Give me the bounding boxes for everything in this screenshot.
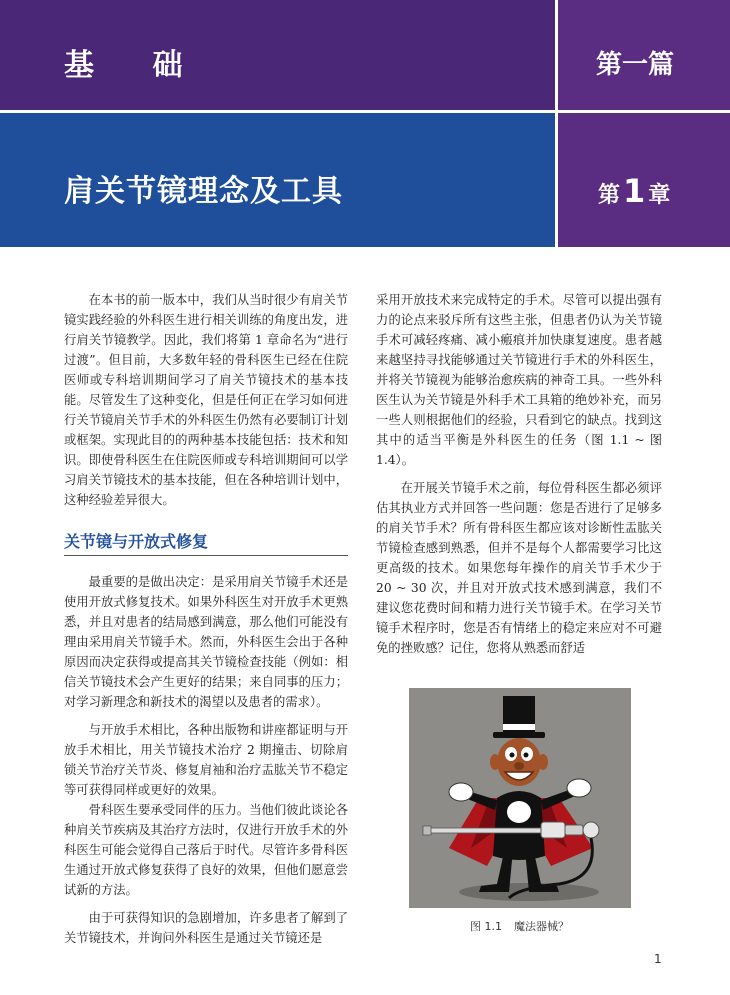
body-paragraph: 在开展关节镜手术之前，每位骨科医生都必须评估其执业方式并回答一些问题：您是否进行了足够多的肩关节手术？所有骨科医生都应该对诊断性盂肱关节镜检查感到熟悉，但并不是每个人都需要学习比这更高级的技术。如果您每年操作的肩关节手术少于 20 ~ 30 次，并且对开放式技术感到满意，我们不建议您花费时间和精力进行关节镜手术。在学习关节镜手术程序时，您是否有情绪上的稳定来应对不可避免的挫败感？记住，您将从熟悉而舒适 [376, 481, 662, 655]
chapter-title: 肩关节镜理念及工具 [64, 174, 343, 209]
chapter-suffix: 章 [648, 183, 671, 208]
part-number: 第一篇 [596, 50, 675, 80]
figure-label: 图 1.1 [470, 920, 502, 933]
chapter-num: 1 [623, 172, 646, 210]
body-paragraph: 与开放手术相比，各种出版物和讲座都证明与开放手术相比，用关节镜技术治疗 2 期撞击、切除肩锁关节治疗关节炎、修复肩袖和治疗盂肱关节不稳定等可获得同样或更好的效果。 [64, 723, 348, 797]
body-paragraph: 由于可获得知识的急剧增加，许多患者了解到了关节镜技术，并询问外科医生是通过关节镜还是 [64, 911, 348, 945]
part-title: 基 础 [64, 48, 207, 83]
chapter-prefix: 第 [598, 183, 621, 208]
body-paragraph: 骨科医生要承受同伴的压力。当他们彼此谈论各种肩关节疾病及其治疗方法时，仅进行开放手术的外科医生可能会觉得自己落后于时代。尽管许多骨科医生通过开放式修复获得了良好的效果，但他们愿意尝试新的方法。 [64, 803, 348, 897]
figure-image [409, 688, 631, 908]
intro-paragraph: 在本书的前一版本中，我们从当时很少有肩关节镜实践经验的外科医生进行相关训练的角度出发，进行肩关节镜教学。因此，我们将第 1 章命名为“进行过渡”。但目前，大多数年轻的骨科医生已经在住院医师或专科培训期间学习了肩关节镜技术的基本技能。尽管发生了这种变化，但是任何正在学习如何进行关节镜肩关节手术的外科医生仍然有必要制订计划或框架。实现此目的的两种基本技能包括：技术和知识。即使骨科医生在住院医师或专科培训期间可以学习肩关节镜技术的基本技能，但在各种培训计划中，这种经验差异很大。 [64, 293, 348, 507]
body-paragraph: 最重要的是做出决定：是采用肩关节镜手术还是使用开放式修复技术。如果外科医生对开放手术更熟悉，并且对患者的结局感到满意，那么他们可能没有理由采用肩关节镜手术。然而，外科医生会出于各种原因而决定获得或提高其关节镜检查技能（例如：相信关节镜技术会产生更好的结果；来自同事的压力；对学习新理念和新技术的渴望以及患者的需求）。 [64, 575, 348, 709]
chapter-number [598, 172, 670, 210]
page-number: 1 [654, 952, 662, 966]
right-column [376, 290, 662, 658]
section-heading: 关节镜与开放式修复 [64, 532, 348, 556]
left-column [64, 290, 348, 948]
body-paragraph: 采用开放技术来完成特定的手术。尽管可以提出强有力的论点来驳斥所有这些主张，但患者仍认为关节镜手术可减轻疼痛、减小瘢痕并加快康复速度。患者越来越坚持寻找能够通过关节镜进行手术的外科医生，并将关节镜视为能够治愈疾病的神奇工具。一些外科医生认为关节镜是外科手术工具箱的绝妙补充，而另一些人则根据他们的经验，只看到它的缺点。找到这其中的适当平衡是外科医生的任务（图 1.1 ~ 图 1.4）。 [376, 293, 662, 467]
magician-illustration [409, 688, 631, 908]
figure-caption [470, 918, 569, 934]
figure-caption-text: 魔法器械？ [514, 920, 569, 933]
